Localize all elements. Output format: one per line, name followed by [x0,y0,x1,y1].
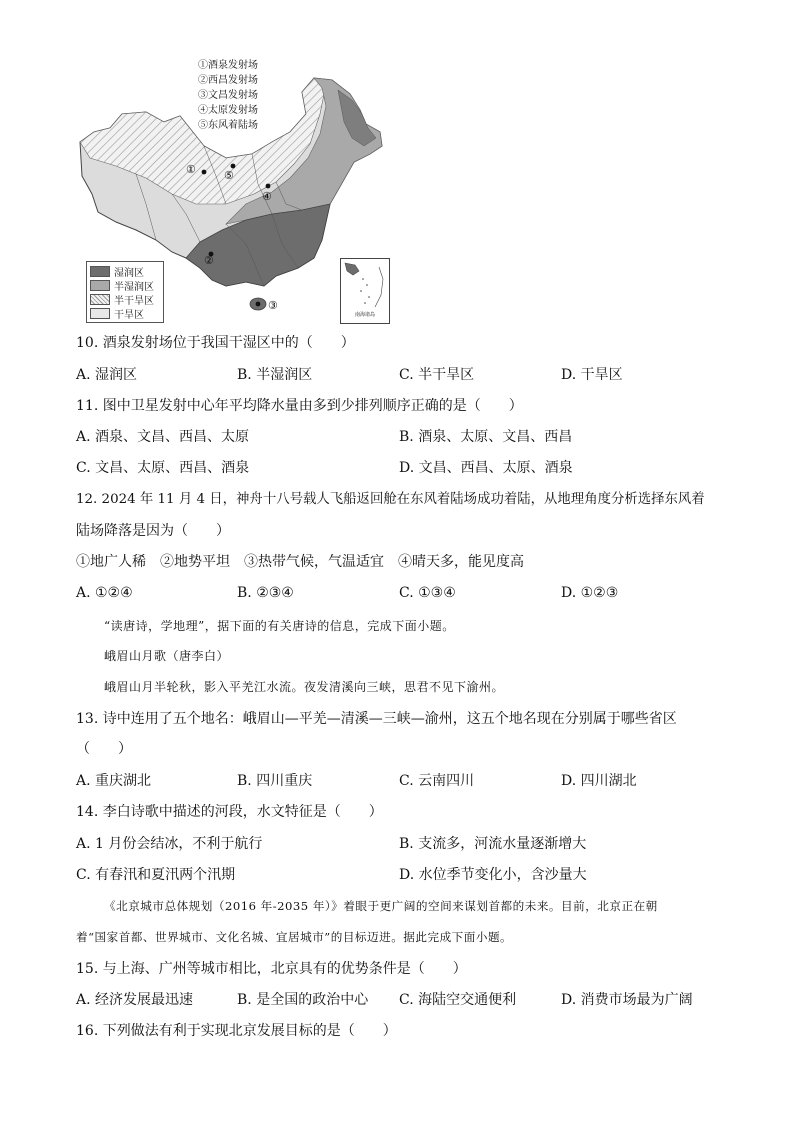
arid-swatch [90,308,110,319]
marker-4: ④ [262,190,272,203]
poem-text: 峨眉山月半轮秋，影入平羌江水流。夜发清溪向三峡，思君不见下渝州。 [104,680,505,694]
q12-option-b: B. ②③④ [237,585,294,601]
marker-3: ③ [268,299,278,312]
question-12-stem-line2: 陆场降落是因为（ ） [76,523,230,539]
q15-option-d: D. 消费市场最为广阔 [561,992,693,1008]
inset-caption: 南海诸岛 [355,312,376,318]
q11-option-b: B. 酒泉、太原、文昌、西昌 [399,429,573,445]
q11-option-a: A. 酒泉、文昌、西昌、太原 [76,429,250,445]
question-13-stem-line1: 13. 诗中连用了五个地名：峨眉山—平羌—清溪—三峡—渝州，这五个地名现在分别属于哪些省区 [76,711,677,727]
semi-arid-swatch [90,294,110,305]
legend-semi-arid: 半干旱区 [90,292,160,306]
q13-option-a: A. 重庆湖北 [76,773,152,789]
marker-5: ⑤ [224,169,234,182]
question-13-stem-line2: （ ） [76,741,132,757]
map-legend [86,261,164,323]
q13-option-d: D. 四川湖北 [561,773,637,789]
q15-option-b: B. 是全国的政治中心 [237,992,369,1008]
q15-option-a: A. 经济发展最迅速 [76,992,194,1008]
marker-1: ① [186,163,196,176]
q12-option-c: C. ①③④ [399,585,456,601]
q14-option-a: A. 1 月份会结冰，不利于航行 [76,836,263,852]
q14-option-c: C. 有春汛和夏汛两个汛期 [76,867,236,883]
q15-option-c: C. 海陆空交通便利 [399,992,517,1008]
beijing-intro-line1: 《北京城市总体规划（2016 年-2035 年）》着眼于更广阔的空间来谋划首都的未来。目前，北京正在朝 [104,899,658,913]
q11-option-d: D. 文昌、西昌、太原、酒泉 [399,460,573,476]
q10-option-b: B. 半湿润区 [237,367,313,383]
q12-option-a: A. ①②④ [76,585,133,601]
beijing-intro-line2: 着“国家首都、世界城市、文化名城、宜居城市”的目标迈进。据此完成下面小题。 [76,930,513,944]
question-11-stem: 11. 图中卫星发射中心年平均降水量由多到少排列顺序正确的是（ ） [76,398,523,414]
q11-option-c: C. 文昌、太原、西昌、酒泉 [76,460,250,476]
q14-option-d: D. 水位季节变化小，含沙量大 [399,867,587,883]
q14-option-b: B. 支流多，河流水量逐渐增大 [399,836,587,852]
site-item: ①酒泉发射场 [198,60,258,71]
humid-swatch [90,266,110,277]
q10-option-d: D. 干旱区 [561,367,623,383]
q10-option-c: C. 半干旱区 [399,367,475,383]
site-item: ③文昌发射场 [198,90,258,101]
site-item: ④太原发射场 [198,105,258,116]
q13-option-b: B. 四川重庆 [237,773,313,789]
south-china-sea-inset [340,258,390,324]
legend-humid: 湿润区 [90,264,160,278]
legend-arid: 干旱区 [90,306,160,320]
launch-site-list [198,58,258,133]
question-12-statements: ①地广人稀 ②地势平坦 ③热带气候，气温适宜 ④晴天多，能见度高 [76,554,524,570]
poem-title: 峨眉山月歌（唐李白） [104,649,230,663]
site-item: ⑤东风着陆场 [198,120,258,131]
marker-2: ② [204,254,214,267]
q10-option-a: A. 湿润区 [76,367,138,383]
q12-option-d: D. ①②③ [561,585,619,601]
semi-humid-swatch [90,280,110,291]
question-15-stem: 15. 与上海、广州等城市相比，北京具有的优势条件是（ ） [76,961,467,977]
poem-intro: “读唐诗，学地理”，据下面的有关唐诗的信息，完成下面小题。 [104,619,455,633]
question-16-stem: 16. 下列做法有利于实现北京发展目标的是（ ） [76,1023,397,1039]
china-dry-wet-zone-map [76,54,396,330]
site-item: ②西昌发射场 [198,75,258,86]
legend-semi-humid: 半湿润区 [90,278,160,292]
question-14-stem: 14. 李白诗歌中描述的河段，水文特征是（ ） [76,804,383,820]
q13-option-c: C. 云南四川 [399,773,475,789]
question-10-stem: 10. 酒泉发射场位于我国干湿区中的（ ） [76,335,355,351]
question-12-stem-line1: 12. 2024 年 11 月 4 日，神舟十八号载人飞船返回舱在东风着陆场成功着陆，从地理角度分析选择东风着 [76,492,705,507]
